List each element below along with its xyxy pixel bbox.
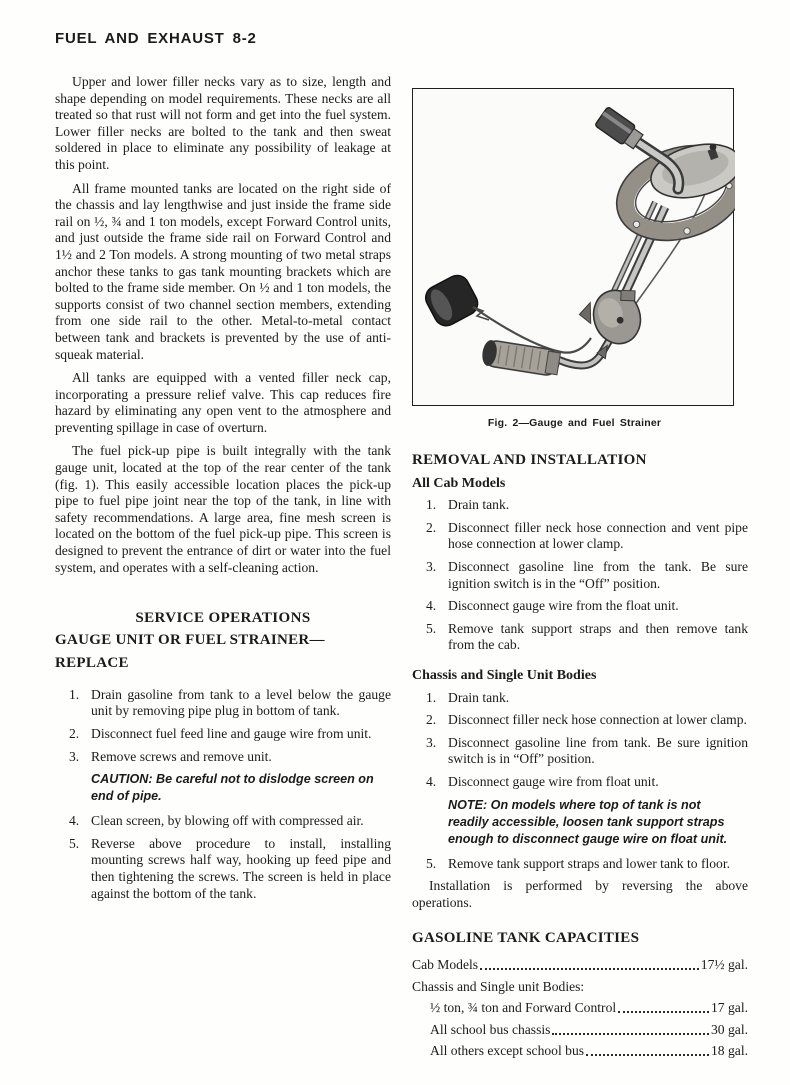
heading-line: REPLACE xyxy=(55,654,129,671)
capacity-row xyxy=(430,1021,748,1038)
list-item xyxy=(55,749,391,766)
dot-leader xyxy=(586,1054,709,1056)
list-item xyxy=(412,856,748,873)
step-text: Disconnect filler neck hose connection and vent pipe hose connection at lower clamp. xyxy=(448,519,748,552)
capacity-label: All school bus chassis xyxy=(430,1021,551,1037)
note-block: NOTE: On models where top of tank is not readily accessible, loosen tank support straps enough to disconnect gauge wire on float unit. xyxy=(448,797,728,846)
step-number: 2. xyxy=(426,712,437,728)
step-number: 4. xyxy=(426,773,437,789)
list-item xyxy=(412,621,748,654)
list-item xyxy=(55,726,391,743)
list-item xyxy=(412,774,748,791)
step-text: Drain gasoline from tank to a level below the gauge unit by removing pipe plug in bottom of tank. xyxy=(91,686,391,719)
step-number: 3. xyxy=(426,734,437,750)
step-text: Disconnect fuel feed line and gauge wire from unit. xyxy=(91,726,372,741)
step-text: Remove tank support straps and lower tank to floor. xyxy=(448,855,731,871)
step-text: Reverse above procedure to install, installing mounting screws half way, hooking up feed pipe and then tightening the screws. The screen is held in place against the bottom of the tank. xyxy=(91,835,391,901)
capacity-label: Chassis and Single unit Bodies: xyxy=(412,978,585,994)
capacity-label: ½ ton, ¾ ton and Forward Control xyxy=(430,1000,617,1016)
list-item xyxy=(412,559,748,592)
list-item xyxy=(412,712,748,729)
right-column xyxy=(412,88,748,1064)
dot-leader xyxy=(552,1033,709,1035)
step-text: Clean screen, by blowing off with compressed air. xyxy=(91,813,364,829)
capacity-label: All others except school bus xyxy=(430,1043,585,1059)
replace-steps-list xyxy=(55,813,391,902)
capacity-value: 18 gal. xyxy=(711,1043,748,1059)
chassis-steps-list xyxy=(412,690,748,791)
paragraph: All frame mounted tanks are located on the right side of the chassis and lay lengthwise and just inside the frame side rail on ½, ¾ and 1 ton models, except Forward Control units, and just outside the frame side rail on Forward Control and 1½ and 2 Ton models. A strong mounting of two metal straps anchor these tanks to gas tank mounting brackets which are bolted to the frame side member. On ½ and 1 ton models, the supports consist of two channel section members, extending from one side rail to the other. Metal-to-metal contact between tank and brackets is prevented by the use of anti-squeak material. xyxy=(55,180,391,362)
chassis-steps-list xyxy=(412,856,748,873)
paragraph: Upper and lower filler necks vary as to size, length and shape depending on model requirements. These necks are all treated so that rust will not form and get into the fuel system. Lower filler necks are bolted to the tank and then sweat soldered in place to eliminate any possibility of leakage at this point. xyxy=(55,74,391,172)
step-text: Disconnect filler neck hose connection at lower clamp. xyxy=(448,712,747,728)
installation-paragraph: Installation is performed by reversing the above operations. xyxy=(412,878,748,910)
dot-leader xyxy=(618,1011,709,1013)
section-title-capacities: GASOLINE TANK CAPACITIES xyxy=(412,930,640,947)
step-number: 2. xyxy=(69,726,80,741)
capacity-value: 17½ gal. xyxy=(700,957,748,973)
paragraph: The fuel pick-up pipe is built integrally with the tank gauge unit, located at the top of the rear center of the tank (fig. 1). This easily accessible location places the pick-up pipe to fuel pipe joint near the top of the tank, in line with safety recommendations. A large area, fine mesh screen is located on the bottom of the fuel pick-up pipe. This screen is designed to prevent the entrance of dirt or water into the fuel system, and operates with a self-cleaning action. xyxy=(55,443,391,575)
list-item xyxy=(412,690,748,707)
step-number: 1. xyxy=(69,686,80,702)
left-column xyxy=(55,74,391,908)
list-item xyxy=(412,735,748,768)
step-text: Disconnect gauge wire from float unit. xyxy=(448,773,659,789)
section-title-service-operations: SERVICE OPERATIONS xyxy=(135,610,311,627)
section-title-removal: REMOVAL AND INSTALLATION xyxy=(412,451,647,468)
step-text: Disconnect gasoline line from tank. Be sure ignition switch is in “Off” position. xyxy=(448,734,748,767)
page-header: FUEL AND EXHAUST 8-2 xyxy=(55,30,257,47)
step-text: Remove screws and remove unit. xyxy=(91,748,272,764)
cab-steps-list xyxy=(412,497,748,654)
step-text: Disconnect gasoline line from the tank. Be sure ignition switch is in the “Off” position. xyxy=(448,558,748,591)
heading-line: GAUGE UNIT OR FUEL STRAINER— xyxy=(55,631,325,648)
step-number: 5. xyxy=(426,620,437,636)
list-item xyxy=(412,598,748,615)
step-number: 4. xyxy=(69,813,80,829)
gauge-strainer-photo xyxy=(413,89,735,407)
list-item xyxy=(55,687,391,720)
capacity-row xyxy=(412,978,748,995)
step-number: 1. xyxy=(426,689,437,705)
list-item xyxy=(412,497,748,514)
step-text: Drain tank. xyxy=(448,497,510,513)
paragraph: All tanks are equipped with a vented filler neck cap, incorporating a pressure relief valve. This cap reduces fire hazard by eliminating any open vent to the atmosphere and preventing spillage in case of overturn. xyxy=(55,370,391,435)
section-heading-gauge-unit xyxy=(55,629,391,675)
capacity-row xyxy=(430,1042,748,1059)
subsection-heading-chassis: Chassis and Single Unit Bodies xyxy=(412,667,597,683)
step-number: 1. xyxy=(426,497,437,513)
list-item xyxy=(55,836,391,902)
step-number: 5. xyxy=(426,855,437,871)
capacity-label: Cab Models xyxy=(412,957,479,973)
replace-steps-list xyxy=(55,687,391,765)
step-number: 4. xyxy=(426,598,437,614)
list-item xyxy=(55,813,391,830)
capacity-row xyxy=(412,956,748,973)
figure-caption: Fig. 2—Gauge and Fuel Strainer xyxy=(487,417,662,429)
subsection-heading-cab-models: All Cab Models xyxy=(412,475,506,491)
list-item xyxy=(412,520,748,553)
step-text: Remove tank support straps and then remove tank from the cab. xyxy=(448,620,748,653)
step-number: 2. xyxy=(426,519,437,535)
capacity-value: 30 gal. xyxy=(711,1021,748,1037)
step-number: 3. xyxy=(426,558,437,574)
step-number: 3. xyxy=(69,748,80,764)
dot-leader xyxy=(480,968,699,970)
step-text: Disconnect gauge wire from the float unit. xyxy=(448,598,679,614)
step-number: 5. xyxy=(69,835,80,851)
caution-note: CAUTION: Be careful not to dislodge screen on end of pipe. xyxy=(91,772,374,804)
capacity-row xyxy=(430,999,748,1016)
step-text: Drain tank. xyxy=(448,689,510,705)
capacity-value: 17 gal. xyxy=(711,1000,748,1016)
figure-frame xyxy=(412,88,734,406)
